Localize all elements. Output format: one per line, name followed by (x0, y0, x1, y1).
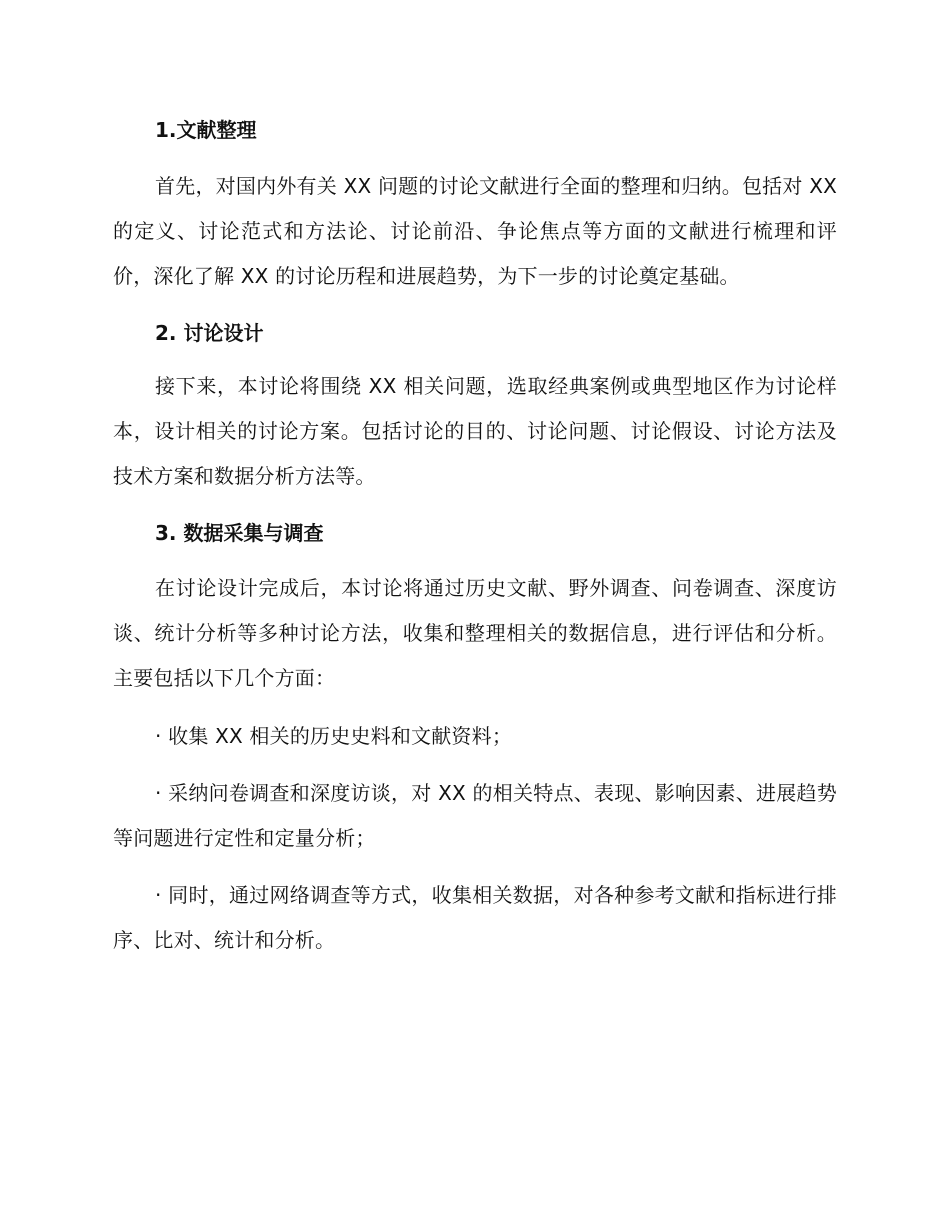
paragraph-research-design: 接下来，本讨论将围绕 XX 相关问题，选取经典案例或典型地区作为讨论样本，设计相关的讨论方案。包括讨论的目的、讨论问题、讨论假设、讨论方法及技术方案和数据分析方法等。 (113, 374, 837, 488)
bullet-item-questionnaire-interviews: · 采纳问卷调查和深度访谈，对 XX 的相关特点、表现、影响因素、进展趋势等问题进行定性和定量分析； (113, 781, 837, 850)
section-heading-literature-review: 1.文献整理 (155, 118, 257, 142)
bullet-item-network-survey: · 同时，通过网络调查等方式，收集相关数据，对各种参考文献和指标进行排序、比对、统计和分析。 (113, 883, 837, 952)
bullet-item-historical-materials: · 收集 XX 相关的历史史料和文献资料； (155, 724, 513, 748)
document-page (113, 111, 837, 963)
section-heading-data-collection: 3. 数据采集与调查 (155, 521, 324, 545)
paragraph-literature-review: 首先，对国内外有关 XX 问题的讨论文献进行全面的整理和归纳。包括对 XX 的定义、讨论范式和方法论、讨论前沿、争论焦点等方面的文献进行梳理和评价，深化了解 XX 的讨论历程和进展趋势，为下一步的讨论奠定基础。 (113, 174, 837, 288)
paragraph-data-collection: 在讨论设计完成后，本讨论将通过历史文献、野外调查、问卷调查、深度访谈、统计分析等多种讨论方法，收集和整理相关的数据信息，进行评估和分析。主要包括以下几个方面： (113, 576, 837, 690)
section-heading-research-design: 2. 讨论设计 (155, 321, 264, 345)
